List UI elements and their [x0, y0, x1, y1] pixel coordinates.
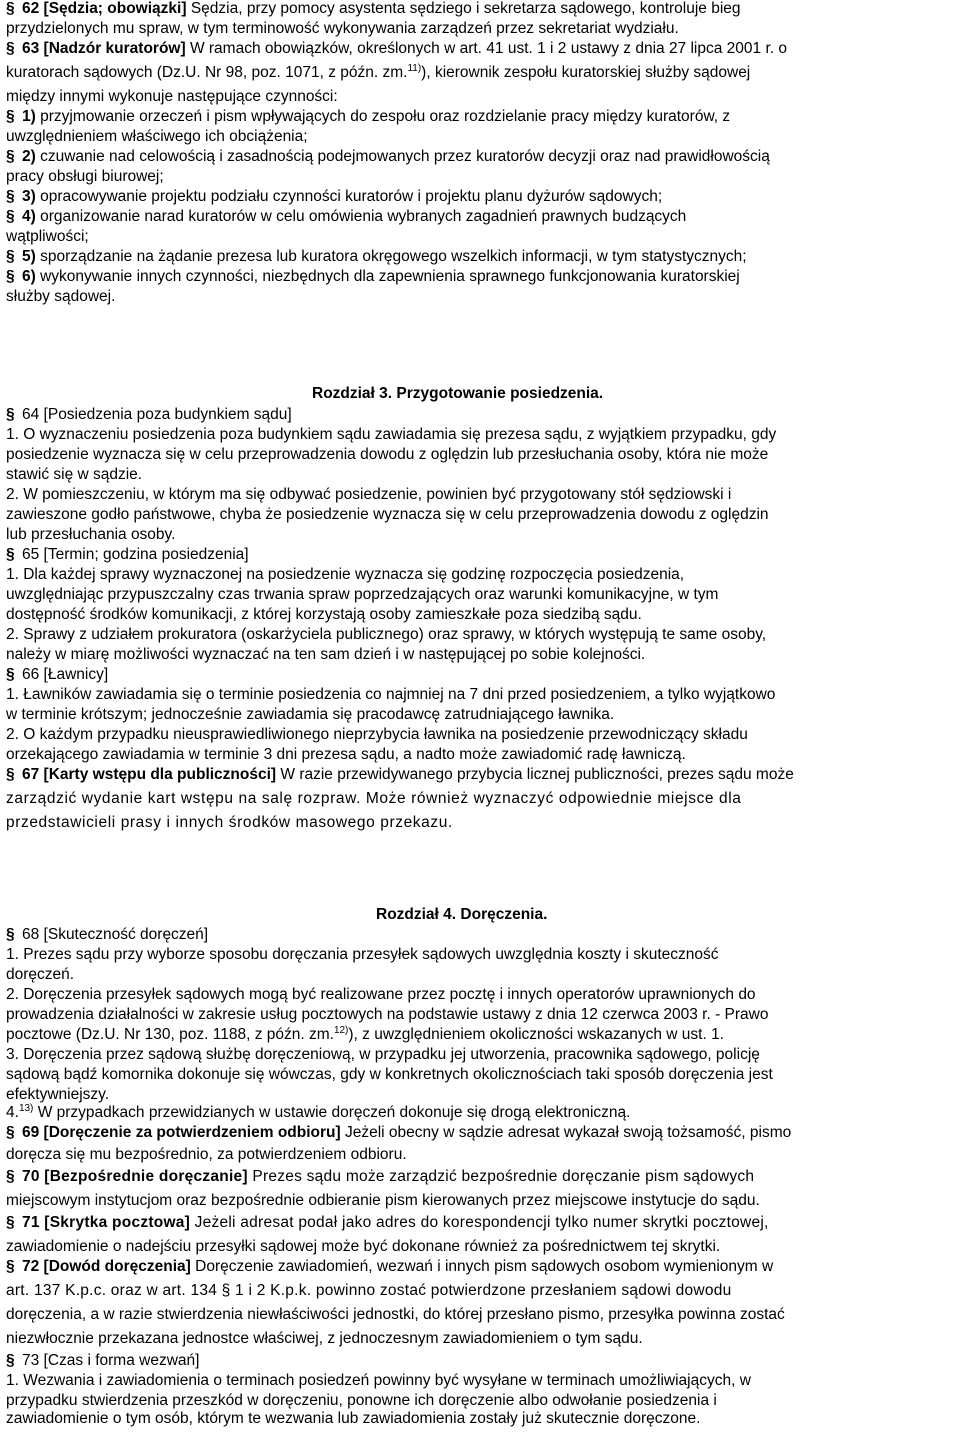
chapter-4-title: Rozdział 4. Doręczenia. [376, 906, 548, 923]
article-73-line-2: przypadku stwierdzenia przeszkód w doręczeniu, ponowne ich doręczenie albo odwołanie posiedzenia i [6, 1392, 717, 1409]
article-63-item-4-cont: wątpliwości; [6, 228, 89, 245]
article-68-p2-line-3: pocztowe (Dz.U. Nr 130, poz. 1188, z późn. zm.$^{12)}$), z uwzględnieniem okoliczności wskazanych w ust. 1. [6, 1024, 724, 1043]
article-72-line-3: doręczenia, a w razie stwierdzenia niewłaściwości jednostki, do której przesłano pismo, przesyłka powinna zostać [6, 1306, 785, 1323]
article-65-p1-line-2: uwzględniając przypuszczalny czas trwania spraw poprzedzających oraz warunki komunikacyjne, w tym [6, 586, 719, 603]
article-63-item-5: § 5) sporządzanie na żądanie prezesa lub kuratora okręgowego wszelkich informacji, w tym statystycznych; [6, 248, 747, 265]
article-66-p2: 2. O każdym przypadku nieusprawiedliwionego nieprzybycia ławnika na posiedzenie przewodniczący składu [6, 726, 748, 743]
article-64-p2: 2. W pomieszczeniu, w którym ma się odbywać posiedzenie, powinien być przygotowany stół sędziowski i [6, 486, 732, 503]
article-63-item-1: § 1) przyjmowanie orzeczeń i pism wpływających do zespołu oraz rozdzielanie pracy między kuratorów, z [6, 108, 731, 125]
article-65-p2-line-2: należy w miarę możliwości wyznaczać na ten sam dzień i w następującej po sobie kolejności. [6, 646, 646, 663]
article-62-line-2: przydzielonych mu spraw, w tym terminowość wykonywania zarządzeń przez sekretariat wydziału. [6, 20, 679, 37]
article-72-line-2: art. 137 K.p.c. oraz w art. 134 § 1 i 2 K.p.k. powinno zostać potwierdzone przesłaniem sądowi dowodu [6, 1282, 732, 1299]
article-64-p1: 1. O wyznaczeniu posiedzenia poza budynkiem sądu zawiadamia się prezesa sądu, z wyjątkiem przypadku, gdy [6, 426, 777, 443]
article-71-line-2: zawiadomienie o nadejściu przesyłki sądowej może być dokonane również za pośrednictwem tej skrytki. [6, 1238, 721, 1255]
article-65-p1-line-3: dostępność środków komunikacji, z której korzystają osoby zamieszkałe poza siedzibą sądu. [6, 606, 642, 623]
article-63-line-1: § 63 [Nadzór kuratorów] W ramach obowiązków, określonych w art. 41 ust. 1 i 2 ustawy z dnia 27 lipca 2001 r. o [6, 40, 787, 57]
footnote-ref: 13) [18, 1102, 34, 1114]
article-73-line-1: 1. Wezwania i zawiadomienia o terminach posiedzeń powinny być wysyłane w terminach umożliwiających, w [6, 1372, 751, 1389]
article-64-label: § 64 [Posiedzenia poza budynkiem sądu] [6, 406, 292, 423]
article-64-p2-line-3: lub przesłuchania osoby. [6, 526, 176, 543]
article-68-p2-line-2: prowadzenia działalności w zakresie usług pocztowych na podstawie ustawy z dnia 12 czerwca 2003 r. - Prawo [6, 1006, 769, 1023]
article-63-line-2: kuratorach sądowych (Dz.U. Nr 98, poz. 1071, z późn. zm.$^{11)}$), kierownik zespołu kuratorskiej służby sądowej [6, 62, 751, 81]
article-73-line-3: zawiadomienie o tym osób, którym te wezwania lub zawiadomienia zostały już skutecznie doręczone. [6, 1410, 701, 1427]
article-72-line-4: niezwłocznie przekazana jednostce właściwej, z jednoczesnym zawiadomieniem o tym sądu. [6, 1330, 643, 1347]
article-67-label: 67 [Karty wstępu dla publiczności] [22, 766, 277, 783]
article-63-line-3: między innymi wykonuje następujące czynności: [6, 88, 338, 105]
article-66-p1: 1. Ławników zawiadamia się o terminie posiedzenia co najmniej na 7 dni przed posiedzeniem, a tylko wyjątkowo [6, 686, 776, 703]
article-67-line-1: § 67 [Karty wstępu dla publiczności] W razie przewidywanego przybycia licznej publiczności, prezes sądu może [6, 766, 794, 783]
article-68-p2: 2. Doręczenia przesyłek sądowych mogą być realizowane przez pocztę i innych operatorów uprawnionych do [6, 986, 756, 1003]
article-70-line-1: § 70 [Bezpośrednie doręczanie] Prezes sądu może zarządzić bezpośrednie doręczanie pism sądowych [6, 1168, 755, 1185]
article-66-p1-line-2: w terminie krótszym; jednocześnie zawiadamia się pracodawcę zatrudniającego ławnika. [6, 706, 615, 723]
article-65-label: § 65 [Termin; godzina posiedzenia] [6, 546, 249, 563]
footnote-ref: 11) [407, 62, 422, 74]
article-70-line-2: miejscowym instytucjom oraz bezpośrednie odbieranie pism kierowanych przez miejscowe instytucje do sądu. [6, 1192, 760, 1209]
article-66-p2-line-2: orzekającego zawiadamia w terminie 3 dni prezesa sądu, a nadto może zawiadomić radę ławniczą. [6, 746, 686, 763]
article-68-p1-line-2: doręczeń. [6, 966, 75, 983]
article-67-line-2: zarządzić wydanie kart wstępu na salę rozpraw. Może również wyznaczyć odpowiednie miejsce dla [6, 790, 742, 807]
footnote-ref: 12) [333, 1024, 349, 1036]
article-68-p4: 4.$^{13)}$ W przypadkach przewidzianych w ustawie doręczeń dokonuje się drogą elektroniczną. [6, 1102, 631, 1121]
article-68-p3-line-2: sądową bądź komornika dokonuje się wówczas, gdy w konkretnych okolicznościach taki sposób doręczenia jest [6, 1066, 773, 1083]
article-63-item-6: § 6) wykonywanie innych czynności, niezbędnych dla zapewnienia sprawnego funkcjonowania kuratorskiej [6, 268, 740, 285]
article-62-line-1: § 62 [Sędzia; obowiązki] Sędzia, przy pomocy asystenta sędziego i sekretarza sądowego, kontroluje bieg [6, 0, 741, 17]
article-68-p3: 3. Doręczenia przez sądową służbę doręczeniową, w przypadku jej utworzenia, pracownika sądowego, policję [6, 1046, 760, 1063]
article-69-label: 69 [Doręczenie za potwierdzeniem odbioru] [22, 1124, 341, 1141]
article-72-label: 72 [Dowód doręczenia] [22, 1258, 191, 1275]
article-62-label: 62 [Sędzia; obowiązki] [22, 0, 187, 17]
article-70-label: 70 [Bezpośrednie doręczanie] [22, 1168, 248, 1185]
article-71-line-1: § 71 [Skrytka pocztowa] Jeżeli adresat podał jako adres do korespondencji tylko numer skrytki pocztowej, [6, 1214, 769, 1231]
article-69-line-2: doręcza się mu bezpośrednio, za potwierdzeniem odbioru. [6, 1146, 407, 1163]
article-63-item-1-cont: uwzględnieniem właściwego ich obciążenia; [6, 128, 308, 145]
article-64-p2-line-2: zawieszone godło państwowe, chyba że posiedzenie wyznacza się w celu przeprowadzenia dowodu z oględzin [6, 506, 769, 523]
article-68-p3-line-3: efektywniejszy. [6, 1086, 110, 1103]
article-63-item-2-cont: pracy obsługi biurowej; [6, 168, 164, 185]
article-63-item-6-cont: służby sądowej. [6, 288, 116, 305]
article-63-item-4: § 4) organizowanie narad kuratorów w celu omówienia wybranych zagadnień prawnych budzących [6, 208, 687, 225]
article-64-p1-line-3: stawić się w sądzie. [6, 466, 143, 483]
article-71-label: 71 [Skrytka pocztowa] [22, 1214, 191, 1231]
article-65-p2: 2. Sprawy z udziałem prokuratora (oskarżyciela publicznego) oraz sprawy, w których występują te same osoby, [6, 626, 767, 643]
article-68-label: § 68 [Skuteczność doręczeń] [6, 926, 209, 943]
article-67-line-3: przedstawicieli prasy i innych środków masowego przekazu. [6, 814, 453, 831]
article-63-label: 63 [Nadzór kuratorów] [22, 40, 186, 57]
article-73-label: § 73 [Czas i forma wezwań] [6, 1352, 200, 1369]
article-69-line-1: § 69 [Doręczenie za potwierdzeniem odbioru] Jeżeli obecny w sądzie adresat wykazał swoją tożsamość, pismo [6, 1124, 792, 1141]
chapter-3-title: Rozdział 3. Przygotowanie posiedzenia. [312, 385, 604, 402]
article-66-label: § 66 [Ławnicy] [6, 666, 109, 683]
article-65-p1: 1. Dla każdej sprawy wyznaczonej na posiedzenie wyznacza się godzinę rozpoczęcia posiedzenia, [6, 566, 685, 583]
article-64-p1-line-2: posiedzenie wyznacza się w celu przeprowadzenia dowodu z oględzin lub przesłuchania osoby, która nie może [6, 446, 769, 463]
article-63-item-3: § 3) opracowywanie projektu podziału czynności kuratorów i projektu planu dyżurów sądowych; [6, 188, 663, 205]
article-63-item-2: § 2) czuwanie nad celowością i zasadnością podejmowanych przez kuratorów decyzji oraz nad prawidłowością [6, 148, 770, 165]
article-72-line-1: § 72 [Dowód doręczenia] Doręczenie zawiadomień, wezwań i innych pism sądowych osobom wymienionym w [6, 1258, 774, 1275]
article-68-p1: 1. Prezes sądu przy wyborze sposobu doręczania przesyłek sądowych uwzględnia koszty i skuteczność [6, 946, 719, 963]
